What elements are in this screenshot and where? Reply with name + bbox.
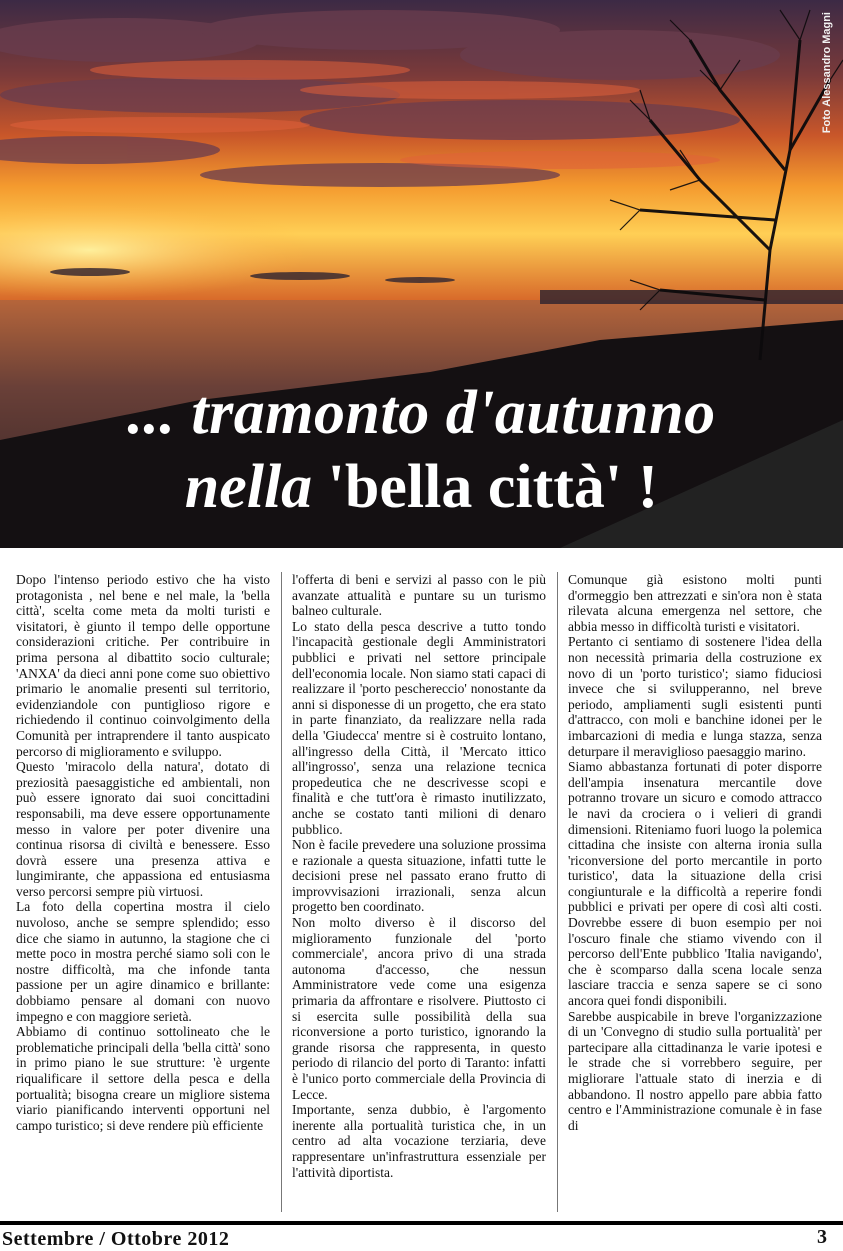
column-divider <box>281 572 282 1212</box>
page-number: 3 <box>817 1226 827 1248</box>
article-column-2 <box>292 572 546 1212</box>
headline-italic-word: nella <box>184 453 313 521</box>
cover-photo <box>0 0 843 548</box>
article-body <box>16 572 826 1212</box>
headline-line-2 <box>0 452 843 523</box>
paragraph: Non molto diverso è il discorso del miglioramento funzionale del 'porto commerciale', ancora privo di una strada autonoma d'accesso, che nessun Amministratore vede come una esigenza primaria da affrontare e risolvere. Piuttosto ci si esercita sulle possibilità della sua riconversione a porto turistico, ignorando la grande risorsa che rappresenta, in questo periodo di rilancio del porto di Taranto: infatti è l'unico porto commerciale della Provincia di Lecce. <box>292 915 546 1102</box>
article-column-3 <box>568 572 822 1212</box>
paragraph: Dopo l'intenso periodo estivo che ha visto protagonista , nel bene e nel male, la 'bella città', scelta come meta da molti turisti e visitatori, è giunto il tempo delle opportune considerazioni critiche. Per contribuire in prima persona al dibattito socio culturale; 'ANXA' da dieci anni pone come suo obiettivo primario le anomalie presenti sul territorio, evidenziandole con puntiglioso rigore e richiedendo il continuo coinvolgimento della Comunità per intraprendere il tanto auspicato percorso di miglioramento e sviluppo. <box>16 572 270 759</box>
paragraph: Non è facile prevedere una soluzione prossima e razionale a questa situazione, infatti tutte le decisioni prese nel passato erano frutto di improvvisazioni irrazionali, senza alcun progetto ben coordinato. <box>292 837 546 915</box>
issue-date: Settembre / Ottobre 2012 <box>2 1228 230 1250</box>
paragraph: Comunque già esistono molti punti d'ormeggio ben attrezzati e sin'ora non è stata rilevata alcuna emergenza nel settore, che abbia messo in difficoltà turisti e visitatori. <box>568 572 822 634</box>
paragraph: Lo stato della pesca descrive a tutto tondo l'incapacità gestionale degli Amministratori pubblici e privati nel settore principale dell'economia locale. Non siamo stati capaci di realizzare il 'porto peschereccio' nonostante da anni si disponesse di un progetto, che era stato in parte finanziato, da realizzare nella rada della 'Giudecca' mentre si è costruito lontano, all'ingresso della Città, il 'Mercato ittico all'ingrosso', senza una relazione tecnica propedeutica che ne descrivesse scopi e finalità e che tutt'ora è rimasto inutilizzato, anche se costato tanti milioni di denaro pubblico. <box>292 618 546 837</box>
paragraph: Abbiamo di continuo sottolineato che le problematiche principali della 'bella città' sono in primo piano le sue strutture: 'è urgente riqualificare il settore della pesca e della portualità; bisogna creare un migliore sistema viario pianificando interventi opportuni nel campo turistico; si deve rendere più efficiente <box>16 1024 270 1133</box>
paragraph: l'offerta di beni e servizi al passo con le più avanzate attualità e puntare su un turismo balneo culturale. <box>292 572 546 619</box>
paragraph: Siamo abbastanza fortunati di poter disporre dell'ampia insenatura mercantile dove potranno trovare un sicuro e comodo attracco le navi da crociera o i velieri di grandi dimensioni. Riteniamo fuori luogo la polemica cittadina che insiste con alterna ironia sulla 'riconversione del porto mercantile in porto turistico', data la situazione della crisi congiunturale e la difficoltà a reperire fondi pubblici e privati per opere di così alti costi. Dovrebbe essere di buon esempio per noi l'oscuro finale che stiamo vivendo con il percorso dell'Ente pubblico 'Italia navigando', che è scomparso dalla scena locale senza lasciare traccia e senza sapere se ci sono ancora quei fondi disponibili. <box>568 759 822 1009</box>
column-divider <box>557 572 558 1212</box>
paragraph: Sarebbe auspicabile in breve l'organizzazione di un 'Convegno di studio sulla portualità' per partecipare alla cittadinanza le varie ipotesi e le strade che si vorrebbero seguire, per migliorare l'attuale stato di inerzia e di abbandono. Il nostro appello pare abbia fatto centro e l'Amministrazione comunale è in fase di <box>568 1008 822 1133</box>
paragraph: La foto della copertina mostra il cielo nuvoloso, anche se sempre splendido; esso dice che siamo in autunno, la stagione che ci mette poco in mostra perché siamo soli con le nostre difficoltà, ma che infonde tanta passione per un agire dinamico e brillante: dobbiamo pensare al domani con nuovo impegno e con maggiore serietà. <box>16 899 270 1024</box>
paragraph: Questo 'miracolo della natura', dotato di preziosità paesaggistiche ed ambientali, non può essere ignorato dai suoi concittadini responsabili, ma deve essere opportunamente messo in valore per poter divenire una continua risorsa di civiltà e benessere. Esso dovrà essere una presenza attiva e lungimirante, che appassiona ed entusiasma verso percorsi sempre più virtuosi. <box>16 759 270 899</box>
article-column-1 <box>16 572 270 1212</box>
headline-line-1: ... tramonto d'autunno <box>127 379 716 447</box>
paragraph: Pertanto ci sentiamo di sostenere l'idea della non necessità primaria della costruzione ex novo di un 'porto turistico'; siamo fiduciosi invece che si svilupperanno, nel breve periodo, ampliamenti sugli esistenti punti d'attracco, con moli e banchine idonei per le imbarcazioni di media e lunga stazza, senza deturpare il meraviglioso paesaggio marino. <box>568 634 822 759</box>
photo-credit: Foto Alessandro Magni <box>821 12 833 134</box>
footer-rule <box>0 1221 843 1225</box>
paragraph: Importante, senza dubbio, è l'argomento inerente alla portualità turistica che, in un centro ad alta vocazione terziaria, deve rappresentare un'infrastruttura essenziale per l'attività diportista. <box>292 1102 546 1180</box>
headline-rest: 'bella città' ! <box>312 453 659 521</box>
